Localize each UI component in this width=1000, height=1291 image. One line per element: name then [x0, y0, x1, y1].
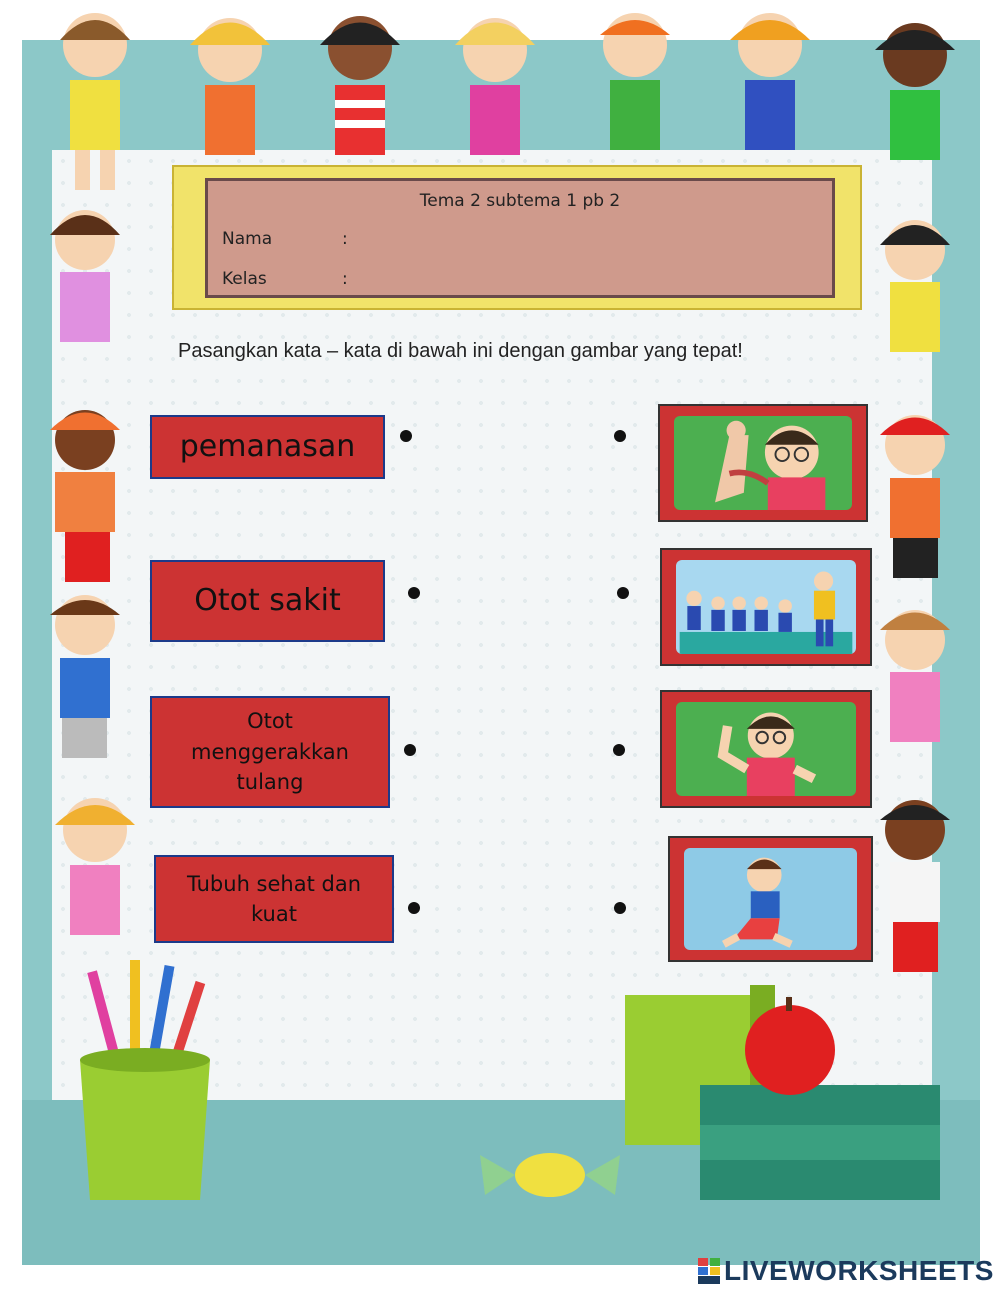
left-dot-3[interactable]: [404, 744, 416, 756]
class-row: [222, 269, 348, 289]
right-dot-2[interactable]: [617, 587, 629, 599]
pencil-cup-illustration: [70, 960, 220, 1205]
word-box-3[interactable]: [150, 696, 390, 808]
picture-2[interactable]: [660, 548, 872, 666]
boy-showing-muscle-image: [676, 702, 856, 796]
word-box-2[interactable]: [150, 560, 385, 642]
worksheet-title: Tema 2 subtema 1 pb 2: [419, 191, 621, 211]
word-box-1[interactable]: [150, 415, 385, 479]
kid-figure: [60, 13, 130, 190]
boy-flexing-arm-image: [674, 416, 852, 510]
right-dot-3[interactable]: [613, 744, 625, 756]
right-dot-1[interactable]: [614, 430, 626, 442]
boy-holding-knee-image: [684, 848, 857, 950]
picture-4[interactable]: [668, 836, 873, 962]
class-label: Kelas: [222, 269, 267, 289]
children-exercising-image: [676, 560, 856, 654]
right-dot-4[interactable]: [614, 902, 626, 914]
books-apple-illustration: [620, 975, 960, 1205]
name-colon: :: [342, 229, 348, 249]
left-dot-4[interactable]: [408, 902, 420, 914]
student-info-box: [205, 178, 835, 298]
class-colon: :: [342, 269, 348, 289]
name-label: Nama: [222, 229, 273, 249]
liveworksheets-logo-icon: [698, 1258, 720, 1284]
candy-illustration: [470, 1140, 630, 1210]
left-dot-1[interactable]: [400, 430, 412, 442]
word-label: pemanasan: [179, 429, 356, 465]
word-box-4[interactable]: [154, 855, 394, 943]
name-row: [222, 229, 348, 249]
word-label: Otot menggerakkan tulang: [191, 709, 349, 795]
instruction-text: Pasangkan kata – kata di bawah ini dengan gambar yang tepat!: [178, 340, 743, 362]
left-dot-2[interactable]: [408, 587, 420, 599]
word-label: Tubuh sehat dan kuat: [186, 871, 362, 926]
brand-text[interactable]: LIVEWORKSHEETS: [724, 1255, 994, 1286]
picture-1[interactable]: [658, 404, 868, 522]
picture-3[interactable]: [660, 690, 872, 808]
word-label: Otot sakit: [194, 583, 341, 619]
